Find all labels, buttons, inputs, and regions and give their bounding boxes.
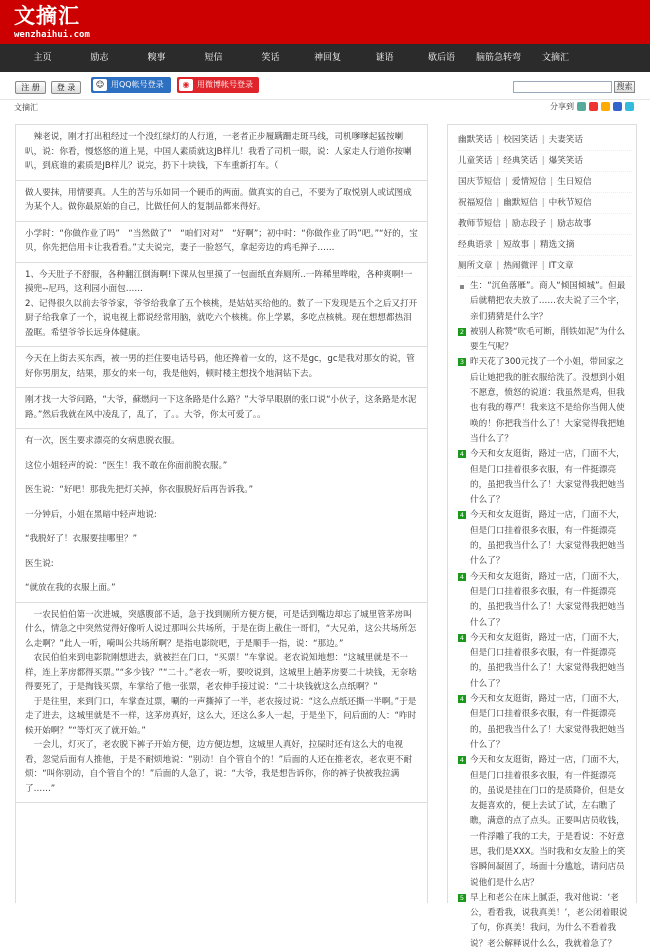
joke-paragraph: 2、记得很久以前去爷爷家，爷爷给我拿了五个核桃，是姑姑买给他的。数了一下发现是五个之后又打开厨子给我拿了一个，说电视上都说经常用脑，就吃六个核桃。你上学累，多吃点核桃。现在想想都热泪盈眶。希望爷爷长远身体健康。 <box>25 298 418 338</box>
sidebar-joke-list <box>458 279 632 952</box>
joke-paragraph: 一分钟后，小姐在黑暗中轻声地说: <box>25 509 157 520</box>
rank-badge: 5 <box>459 893 465 902</box>
category-row <box>458 214 632 235</box>
login-button[interactable]: 登 录 <box>51 81 81 94</box>
sidebar-joke-item[interactable] <box>458 570 632 631</box>
joke-paragraph <box>25 498 418 508</box>
joke-paragraph: 这位小姐轻声的说：“医生！我不敢在你面前脱衣服。” <box>25 460 228 471</box>
joke-block <box>16 388 427 429</box>
category-link[interactable]: 祝福短信 <box>458 198 493 208</box>
separator: | <box>550 177 554 187</box>
category-link[interactable]: 爱情短信 <box>511 177 547 187</box>
separator: | <box>541 198 545 208</box>
rank-badge: 4 <box>459 633 465 642</box>
sidebar-joke-text: 今天和女友逛街，路过一店，门面不大，但是门口挂着很多衣服，有一件挺漂亮的，虽把我当什么了！大家觉得我把她当什么了？ <box>470 694 625 750</box>
joke-block <box>16 429 427 603</box>
sidebar-joke-text: 生：“沉鱼落雁”。商人“倾国倾城”。但最后就精把农夫放了……农夫说了三个字，亲们猜猜是什么字？ <box>470 281 626 322</box>
joke-paragraph <box>25 571 418 581</box>
joke-paragraph: “就放在我的衣服上面。” <box>25 583 116 593</box>
share-bar <box>550 101 634 112</box>
joke-block <box>16 125 427 181</box>
separator: | <box>541 156 545 166</box>
category-link[interactable]: 教师节短信 <box>458 219 501 229</box>
rank-badge: 2 <box>459 327 465 336</box>
joke-paragraph: 今天在上街去买东西，被一男的拦住要电话号码，他还搀着一女的，这不是gc，gc是我对那女的说，管好你男朋友，结果，那女的来一句，我是他妈，顿时楼主想找个地洞钻下去。 <box>25 354 415 379</box>
baidu-share-icon[interactable] <box>613 102 622 111</box>
sidebar-joke-text: 今天和女友逛街，路过一店，门面不大，但是门口挂着很多衣服，有一件挺漂亮的，虽把我当什么了！大家觉得我把她当什么了？ <box>470 632 625 689</box>
category-link[interactable]: 儿童笑话 <box>458 156 493 166</box>
joke-block <box>16 222 427 263</box>
sidebar-joke-item[interactable] <box>458 891 632 952</box>
category-link[interactable]: 校园笑话 <box>503 135 538 145</box>
nav-item-home[interactable]: 主页 <box>33 53 52 63</box>
category-link[interactable]: 夫妻笑话 <box>548 135 583 145</box>
joke-paragraph: 一会儿，灯灭了，老农脱下裤子开始方便，边方便边想，这城里人真好，拉屎时还有这么大的电视看，忽觉后面有人推他，于是不耐烦地说：“别动！自个管自个的！”后面的人还在推老农，老农更不耐烦：“叫你别动，自个管自个的！”后面的人急了，说：“大爷，我是想告诉你，你的裤子快被我拉满了……” <box>25 740 413 794</box>
nav-item-wenzhaihui[interactable]: 文摘汇 <box>541 53 569 63</box>
category-row <box>458 235 632 256</box>
site-url: wenzhaihui.com <box>14 30 90 40</box>
category-link[interactable]: 短故事 <box>503 240 530 250</box>
joke-block <box>16 181 427 222</box>
sidebar-joke-text: 被别人称赞“吹毛可断，削铁如泥”为什么要生气呢？ <box>470 326 625 353</box>
rank-badge: 4 <box>459 695 465 704</box>
qzone-share-icon[interactable] <box>601 102 610 111</box>
joke-paragraph: 有一次，医生要求漂亮的女病患脱衣服。 <box>25 436 180 446</box>
joke-paragraph: 于是往里，来到门口，车掌查过票，唰的一声撕掉了一半，老农接过说：“这么点纸还撕一半啊。”于是走了进去，这城里就是不一样，这茅房真好，这么大，还这么多人一起，于是坐下，问后面的人：“咋时候开始啊？”“等灯灭了就开始。” <box>25 696 417 736</box>
separator: | <box>496 261 500 271</box>
main-nav <box>0 44 650 72</box>
joke-paragraph: 刚才找一大爷问路，“大爷，蘇燃问一下这条路是什么路？”大爷早眼剧的张口说“小伙子，这条路是水泥路。”然后我就在风中凌乱了，乱了，了。。大爷，你太可爱了。。 <box>25 395 417 420</box>
sidebar-joke-item[interactable] <box>458 279 632 325</box>
separator: | <box>496 156 500 166</box>
login-bar <box>0 72 650 100</box>
sidebar-joke-item[interactable] <box>458 447 632 508</box>
category-link[interactable]: 热闹微评 <box>503 261 538 271</box>
search-input[interactable] <box>513 81 612 93</box>
joke-paragraph: 小学时：“你做作业了吗” “当然做了” “咱们对对” “好啊”；初中时：“你做作业了吗”吧。”“好的，宝贝，你先把信用卡让我看看。”丈夫说完，妻子一脸怒气，拿起旁边的鸡毛掸子…… <box>25 228 418 253</box>
more-share-icon[interactable] <box>625 102 634 111</box>
weibo-login-button[interactable] <box>177 77 259 93</box>
sidebar-categories <box>458 130 632 277</box>
sidebar-joke-text: 今天和女友逛街，路过一店，门面不大，但是门口挂着很多衣服，有一件挺漂亮的，虽把我当什么了！大家觉得我把她当什么了？ <box>470 571 625 628</box>
category-link[interactable]: 厕所文章 <box>458 261 493 271</box>
separator: | <box>550 219 554 229</box>
weibo-login-label: 用微博帐号登录 <box>197 80 253 89</box>
search-button[interactable]: 搜索 <box>614 81 635 93</box>
weibo-share-icon[interactable] <box>589 102 598 111</box>
category-row <box>458 151 632 172</box>
nav-item-riddles[interactable]: 谜语 <box>375 53 394 63</box>
separator: | <box>496 240 500 250</box>
sidebar-joke-item[interactable] <box>458 355 632 447</box>
nav-item-embarrassing[interactable]: 糗事 <box>147 53 166 63</box>
sidebar-joke-item[interactable] <box>458 508 632 569</box>
nav-item-funny-replies[interactable]: 神回复 <box>313 53 341 63</box>
nav-item-sms[interactable]: 短信 <box>204 53 223 63</box>
nav-item-xiehouyu[interactable]: 歇后语 <box>427 53 455 63</box>
joke-paragraph: 一农民伯伯第一次进城，突感腹部不适，急于找到厕所方便方便，可是话到嘴边却忘了城里管茅房叫什么，情急之中突然觉得好像听人说过那叫公共场所，于是在街上截住一哥们，“大兄弟，这公共场所怎么走啊？”此人一听，嗬叫公共场所啊？是指电影院吧，于是顺手一指，说：“那边。” <box>25 609 417 649</box>
sidebar <box>447 124 637 949</box>
sidebar-joke-item[interactable] <box>458 692 632 753</box>
separator: | <box>504 177 508 187</box>
category-link[interactable]: 经典语录 <box>458 240 493 250</box>
sidebar-joke-item[interactable] <box>458 325 632 356</box>
joke-paragraph: 做人要抹，用情要真。人生的苦与乐如同一个硬币的两面。做真实的自己，不要为了取悦别人或试图成为某个人。做你最原始的自己，比做任何人的复制品都来得好。 <box>25 187 412 212</box>
sidebar-joke-text: 今天和女友逛街，路过一店，门面不大，但是门口挂着很多衣服，有一件挺漂亮的，虽把我当什么了！大家觉得我把她当什么了？ <box>470 510 625 567</box>
sidebar-joke-item[interactable] <box>458 753 632 891</box>
sidebar-joke-text: 早上和老公在床上腻歪，我对他说：‘老公，看看我，说我真美！’，老公闭着眼说了句，你真美！我问，为什么不看着我说？老公解释说什么么，我就着急了？ <box>470 892 628 949</box>
rank-badge: 4 <box>459 572 465 581</box>
joke-paragraph: 医生说：“好吧！那我先把灯关掉，你衣服脱好后再告诉我。” <box>25 485 254 495</box>
main-content <box>15 124 428 903</box>
joke-paragraph <box>25 547 418 557</box>
joke-paragraph: 农民伯伯来到电影院刚想进去，就被拦在门口，“买票！”车掌说。老农说知地想：“这城里就是不一样，连上茅房都得买票。”“多少钱？”“二十。”老农一听，要咬说到，这城里上趟茅房要二十块钱，无奈啥得要死了，于是掏钱买票，车掌给了他一张票，老农伸手接过说：“二十块钱就这么点纸啊？” <box>25 653 417 692</box>
separator: | <box>541 135 545 145</box>
joke-paragraph <box>25 449 418 459</box>
bullet-icon <box>460 285 464 289</box>
separator: | <box>541 261 545 271</box>
rank-badge: 4 <box>459 756 465 765</box>
qq-login-button[interactable] <box>91 77 171 93</box>
joke-block <box>16 347 427 388</box>
category-link[interactable]: 经典笑话 <box>503 156 538 166</box>
category-row <box>458 256 632 277</box>
category-row <box>458 193 632 214</box>
sidebar-joke-text: 今天和女友逛街，路过一店，门面不大，但是门口挂着很多衣服，有一件挺漂亮的，虽把我当什么了！大家觉得我把她当什么了？ <box>470 449 625 506</box>
category-link[interactable]: 生日短信 <box>557 177 592 187</box>
joke-paragraph: “我脱好了！衣服要挂哪里？” <box>25 534 138 544</box>
rank-badge: 4 <box>459 450 465 459</box>
separator: | <box>533 240 536 250</box>
category-link[interactable]: 精选文摘 <box>540 240 575 250</box>
category-link[interactable]: 中秋节短信 <box>548 198 592 208</box>
joke-block <box>16 263 427 348</box>
nav-item-brain-teasers[interactable]: 脑筋急转弯 <box>475 53 521 63</box>
joke-paragraph: 1、今天肚子不舒服，各种翻江倒海啊!下课从包里摸了一包面纸直奔厕所..一阵稀里哗啦，各种爽啊!一摸兜--尼玛，这利园小面包…… <box>25 269 413 294</box>
joke-paragraph <box>25 473 418 483</box>
nav-item-inspire[interactable]: 励志 <box>90 53 109 63</box>
category-link[interactable]: 爆笑笑话 <box>548 156 583 166</box>
category-link[interactable]: 幽默短信 <box>503 198 538 208</box>
weibo-icon: ◉ <box>179 79 193 91</box>
separator: | <box>504 219 508 229</box>
rank-badge: 4 <box>459 511 465 520</box>
category-link[interactable]: 幽默笑话 <box>458 135 493 145</box>
joke-paragraph: 医生说: <box>25 558 54 569</box>
breadcrumb[interactable]: 文摘汇 <box>14 103 38 112</box>
category-link[interactable]: IT文章 <box>548 261 574 271</box>
site-header <box>0 0 650 44</box>
separator: | <box>496 135 500 145</box>
sidebar-joke-text: 今天和女友逛街，路过一店，门面不大，但是门口挂着很多衣服，有一件挺漂亮的，虽说是挂在门口的是质降价，但是女友挺喜欢的，便上去试了试，左右瞧了瞧，满意的点了点头。正要叫店员收钱，一件浮雕了我的工夫，于是看说：不好意思，我们是XXX。当时我和女友脸上的笑容瞬间凝固了，场面十分尴尬，请问店员说他们是什么店？ <box>470 755 626 888</box>
category-link[interactable]: 励志段子 <box>511 219 547 229</box>
category-row <box>458 130 632 151</box>
share-icon[interactable] <box>577 102 586 111</box>
sidebar-joke-item[interactable] <box>458 631 632 692</box>
qq-login-label: 用QQ帐号登录 <box>111 80 164 89</box>
register-button[interactable]: 注 册 <box>15 81 46 94</box>
joke-paragraph <box>25 522 418 532</box>
separator: | <box>496 198 500 208</box>
qq-icon: ☺ <box>93 79 107 91</box>
category-link[interactable]: 励志故事 <box>557 219 592 229</box>
nav-item-jokes[interactable]: 笑话 <box>261 53 280 63</box>
sidebar-joke-text: 昨天花了300元找了一个小姐，带回家之后让她把我的脏衣服给洗了。没想到小姐不愿意，愤怒的说道：我虽然是鸡，但我也有我的尊严！我来这不是给你当佣人使唤的！你把我当什么了！大家觉得我把她当什么了？ <box>470 357 625 444</box>
category-row <box>458 172 632 193</box>
site-logo[interactable]: 文摘汇 <box>14 4 80 28</box>
joke-block <box>16 603 427 804</box>
rank-badge: 3 <box>459 358 465 367</box>
joke-paragraph: 辣老说，刚才打出租经过一个没红绿灯的人行道，一老者正步履蹒跚走斑马线，司机嗲嗲起猛按喇叭，说：你看，慢悠悠的道上晃，中国人素质就这JB样儿！我看了司机一眼，说：人家走人行道你按喇叭，到底谁的素质是JB样儿？说完，扔下十块钱，下车重新打车。（ <box>25 132 412 171</box>
category-link[interactable]: 国庆节短信 <box>458 177 501 187</box>
share-label: 分享到 <box>550 102 574 111</box>
